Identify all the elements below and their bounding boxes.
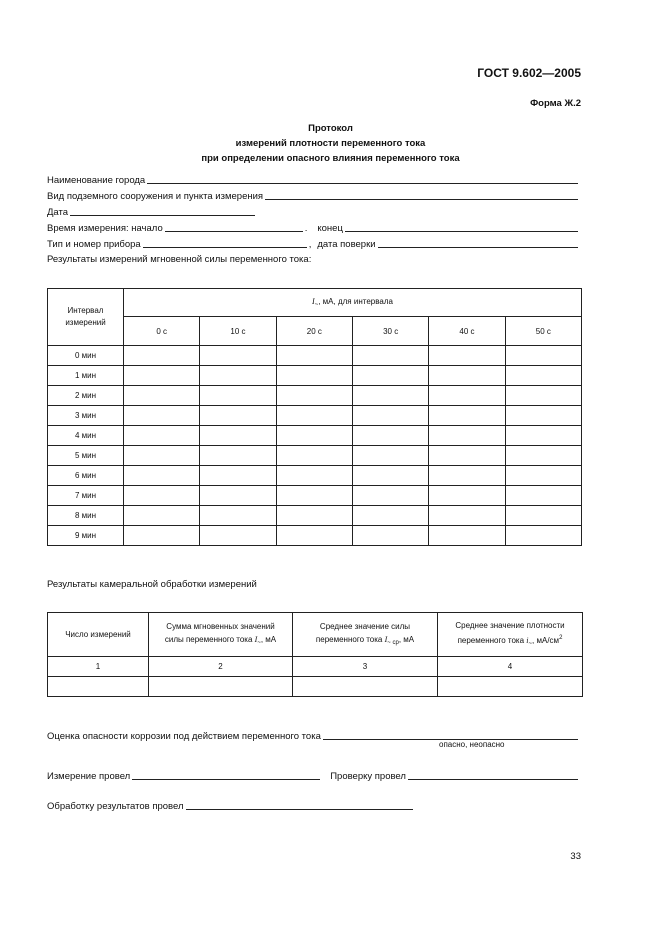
table-row	[48, 406, 582, 426]
field-date	[47, 204, 257, 218]
interval-header: Интервал измерений	[48, 289, 124, 346]
measurement-cell[interactable]	[429, 406, 505, 426]
measurement-cell[interactable]	[352, 486, 428, 506]
measurement-cell[interactable]	[276, 386, 352, 406]
mean-current-header: Среднее значение силы переменного тока $I_{\sim ср}$, мА	[293, 613, 438, 657]
measurement-cell[interactable]	[200, 486, 276, 506]
measurement-cell[interactable]	[276, 366, 352, 386]
table-row	[48, 526, 582, 546]
minute-label: 6 мин	[48, 466, 124, 486]
column-number: 3	[293, 657, 438, 677]
measurement-cell[interactable]	[352, 346, 428, 366]
time-column-header: 30 с	[352, 317, 428, 346]
measurement-cell[interactable]	[352, 366, 428, 386]
sum-header: Сумма мгновенных значений силы переменного тока $I_\sim$, мА	[149, 613, 293, 657]
field-city	[47, 172, 580, 186]
measurement-cell[interactable]	[505, 426, 581, 446]
table-row	[48, 486, 582, 506]
results-processing-label: Результаты камеральной обработки измерений	[47, 579, 257, 590]
measurement-cell[interactable]	[200, 426, 276, 446]
field-city-line[interactable]	[147, 183, 578, 184]
form-label: Форма Ж.2	[530, 98, 581, 109]
field-device-label: Тип и номер прибора	[47, 239, 141, 250]
measurement-cell[interactable]	[200, 386, 276, 406]
measurement-cell[interactable]	[124, 526, 200, 546]
checked-label: Проверку провел	[330, 771, 406, 782]
field-time-end-line[interactable]	[345, 231, 578, 232]
minute-label: 9 мин	[48, 526, 124, 546]
minute-label: 4 мин	[48, 426, 124, 446]
table-row	[48, 366, 582, 386]
minute-label: 2 мин	[48, 386, 124, 406]
field-verification-label: дата поверки	[317, 239, 376, 250]
field-verification-line[interactable]	[378, 247, 578, 248]
processed-label: Обработку результатов провел	[47, 801, 184, 812]
measurement-cell[interactable]	[200, 466, 276, 486]
measurement-cell[interactable]	[200, 446, 276, 466]
measurement-cell[interactable]	[429, 346, 505, 366]
assessment-caption: опасно, неопасно	[439, 740, 505, 749]
field-device: Тип и номер прибора , дата поверки	[47, 236, 580, 250]
measurement-cell[interactable]	[124, 366, 200, 386]
measurement-cell[interactable]	[124, 426, 200, 446]
time-column-header: 20 с	[276, 317, 352, 346]
processing-cell[interactable]	[293, 677, 438, 697]
measurement-cell[interactable]	[124, 486, 200, 506]
measurement-cell[interactable]	[200, 346, 276, 366]
field-time-end-label: конец	[317, 223, 343, 234]
measurement-cell[interactable]	[124, 506, 200, 526]
measurement-cell[interactable]	[505, 526, 581, 546]
measurement-cell[interactable]	[505, 446, 581, 466]
time-column-header: 40 с	[429, 317, 505, 346]
mean-density-header: Среднее значение плотности переменного тока $i_\sim$, $мА/см^2$	[438, 613, 583, 657]
measurement-cell[interactable]	[429, 506, 505, 526]
measurement-cell[interactable]	[505, 366, 581, 386]
minute-label: 0 мин	[48, 346, 124, 366]
current-header: $I_\sim$, мА, для интервала	[124, 289, 582, 317]
measurement-cell[interactable]	[429, 426, 505, 446]
field-date-label: Дата	[47, 207, 69, 218]
measurement-cell[interactable]	[505, 406, 581, 426]
measurement-cell[interactable]	[429, 446, 505, 466]
column-number: 1	[48, 657, 149, 677]
title-line-3: при определении опасного влияния переменного тока	[201, 153, 460, 164]
minute-label: 5 мин	[48, 446, 124, 466]
processed-line[interactable]	[186, 809, 413, 810]
field-signatures	[47, 768, 580, 782]
minute-label: 3 мин	[48, 406, 124, 426]
measurement-cell[interactable]	[352, 406, 428, 426]
measurement-cell[interactable]	[352, 386, 428, 406]
measured-label: Измерение провел	[47, 771, 131, 782]
measurement-cell[interactable]	[124, 466, 200, 486]
measurement-cell[interactable]	[505, 486, 581, 506]
measurement-cell[interactable]	[429, 466, 505, 486]
field-city-label: Наименование города	[47, 175, 146, 186]
field-time-start-label: Время измерения: начало	[47, 223, 163, 234]
measurement-cell[interactable]	[505, 346, 581, 366]
measurement-cell[interactable]	[429, 486, 505, 506]
field-structure	[47, 188, 580, 202]
field-time: Время измерения: начало . конец	[47, 220, 580, 234]
measurement-cell[interactable]	[352, 426, 428, 446]
measurement-cell[interactable]	[200, 526, 276, 546]
processing-cell[interactable]	[149, 677, 293, 697]
title-line-1: Протокол	[308, 123, 353, 134]
minute-label: 7 мин	[48, 486, 124, 506]
measurement-cell[interactable]	[429, 526, 505, 546]
measurement-cell[interactable]	[276, 506, 352, 526]
protocol-title	[0, 121, 661, 166]
instant-current-table	[47, 288, 582, 546]
measurement-cell[interactable]	[124, 346, 200, 366]
measured-line[interactable]	[132, 779, 320, 780]
measurement-cell[interactable]	[276, 466, 352, 486]
processing-cell[interactable]	[438, 677, 583, 697]
measurement-cell[interactable]	[276, 526, 352, 546]
document-code: ГОСТ 9.602—2005	[477, 66, 581, 80]
measurement-cell[interactable]	[352, 446, 428, 466]
title-line-2: измерений плотности переменного тока	[235, 138, 426, 149]
measurement-cell[interactable]	[505, 506, 581, 526]
field-device-line[interactable]	[143, 247, 307, 248]
measurement-cell[interactable]	[276, 426, 352, 446]
minute-label: 8 мин	[48, 506, 124, 526]
processing-table	[47, 612, 583, 697]
field-structure-line[interactable]	[265, 199, 578, 200]
measurement-cell[interactable]	[352, 526, 428, 546]
measurement-cell[interactable]	[276, 446, 352, 466]
field-time-start-line[interactable]	[165, 231, 303, 232]
measurement-cell[interactable]	[200, 506, 276, 526]
measurement-cell[interactable]	[276, 346, 352, 366]
time-column-header: 50 с	[505, 317, 581, 346]
count-header: Число измерений	[48, 613, 149, 657]
table-row	[48, 426, 582, 446]
assessment-label: Оценка опасности коррозии под действием переменного тока	[47, 731, 321, 742]
measurement-cell[interactable]	[124, 386, 200, 406]
results-instant-label: Результаты измерений мгновенной силы переменного тока:	[47, 254, 312, 265]
table-row	[48, 386, 582, 406]
table-row	[48, 446, 582, 466]
measurement-cell[interactable]	[276, 406, 352, 426]
column-number: 2	[149, 657, 293, 677]
time-column-header: 10 с	[200, 317, 276, 346]
measurement-cell[interactable]	[124, 446, 200, 466]
measurement-cell[interactable]	[352, 506, 428, 526]
measurement-cell[interactable]	[505, 466, 581, 486]
checked-line[interactable]	[408, 779, 578, 780]
field-date-line[interactable]	[70, 215, 255, 216]
column-number: 4	[438, 657, 583, 677]
page-number: 33	[570, 851, 581, 862]
minute-label: 1 мин	[48, 366, 124, 386]
table-row	[48, 506, 582, 526]
processing-cell[interactable]	[48, 677, 149, 697]
time-column-header: 0 с	[124, 317, 200, 346]
measurement-cell[interactable]	[200, 366, 276, 386]
table-row	[48, 346, 582, 366]
measurement-cell[interactable]	[276, 486, 352, 506]
measurement-cell[interactable]	[352, 466, 428, 486]
field-processed	[47, 798, 415, 812]
measurement-cell[interactable]	[200, 406, 276, 426]
measurement-cell[interactable]	[505, 386, 581, 406]
table-row	[48, 466, 582, 486]
measurement-cell[interactable]	[429, 366, 505, 386]
measurement-cell[interactable]	[429, 386, 505, 406]
measurement-cell[interactable]	[124, 406, 200, 426]
field-structure-label: Вид подземного сооружения и пункта измерения	[47, 191, 264, 202]
